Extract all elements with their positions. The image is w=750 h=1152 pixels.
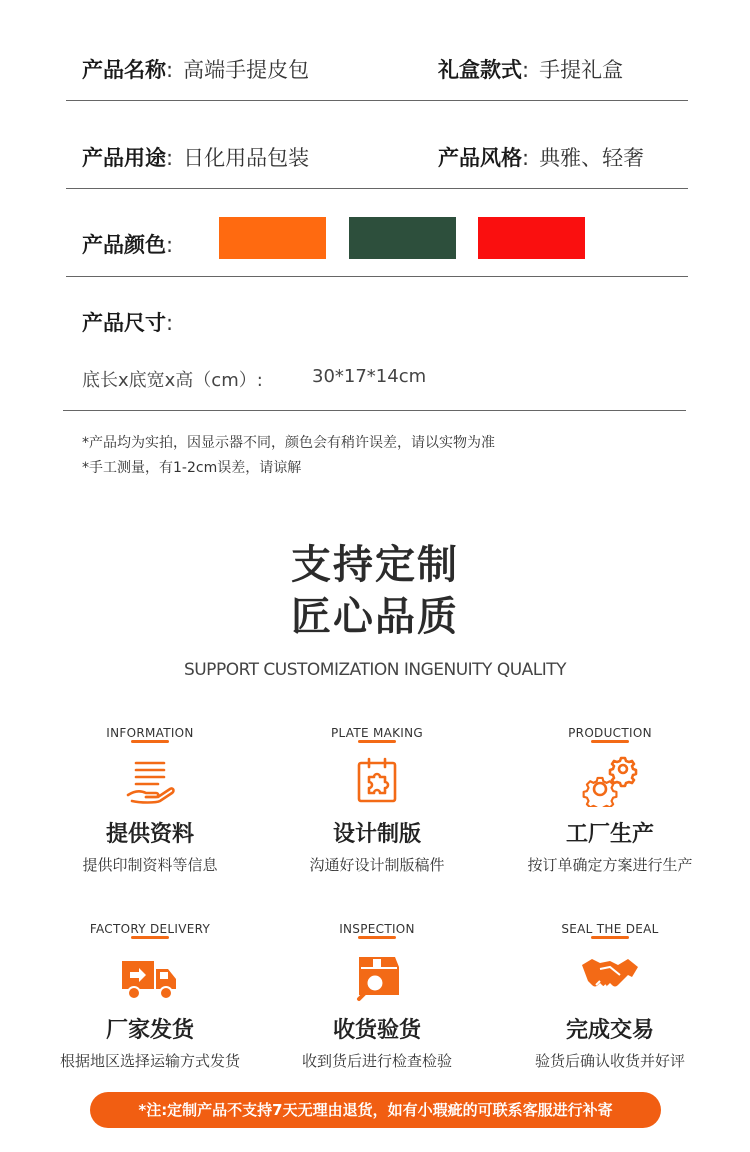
step-title: 收货验货 [332, 1018, 421, 1043]
spec-key: 产品风格 [438, 146, 522, 170]
spec-colon: : [166, 146, 174, 170]
spec-colon: : [166, 58, 174, 82]
truck-icon [120, 951, 180, 1003]
step-desc: 提供印制资料等信息 [82, 856, 218, 874]
step-title: 提供资料 [105, 822, 194, 847]
step-en-label: PRODUCTION [568, 726, 652, 740]
spec-key: 礼盒款式 [438, 58, 522, 82]
spec-box-style [438, 54, 623, 84]
step-title: 工厂生产 [565, 822, 654, 847]
spec-colon: : [522, 58, 530, 82]
step-desc: 收到货后进行检查检验 [301, 1052, 452, 1070]
step-seal-the-deal [490, 918, 730, 1071]
note-line-1: *产品均为实拍，因显示器不同，颜色会有稍许误差，请以实物为准 [82, 435, 495, 451]
puzzle-calendar-icon [351, 755, 403, 807]
spec-product-use [82, 142, 309, 172]
handshake-icon [580, 951, 640, 1003]
spec-colon: : [166, 233, 174, 257]
spec-product-size [82, 307, 173, 337]
spec-value: 典雅、轻奢 [539, 146, 645, 170]
step-desc: 根据地区选择运输方式发货 [59, 1052, 240, 1070]
spec-key: 产品颜色 [82, 233, 166, 257]
step-information [30, 722, 270, 875]
step-en-label: SEAL THE DEAL [561, 922, 659, 936]
spec-colon: : [522, 146, 530, 170]
gears-icon [582, 755, 638, 807]
size-value: 30*17*14cm [312, 366, 427, 387]
spec-key: 产品尺寸 [82, 311, 166, 335]
spec-product-style [438, 142, 644, 172]
step-plate-making [257, 722, 497, 875]
note-line-2: *手工测量，有1-2cm误差，请谅解 [82, 460, 302, 476]
spec-row-1 [66, 0, 688, 101]
step-en-label: INSPECTION [339, 922, 415, 936]
step-inspection [257, 918, 497, 1071]
step-en-label: PLATE MAKING [330, 726, 424, 740]
step-desc: 沟通好设计制版稿件 [309, 856, 445, 874]
step-en-label: FACTORY DELIVERY [89, 922, 211, 936]
spec-colon: : [166, 311, 174, 335]
step-production [490, 722, 730, 875]
color-swatch-orange [219, 217, 326, 259]
headline-line-1: 支持定制 [291, 542, 459, 588]
step-en-label: INFORMATION [106, 726, 194, 740]
color-swatch-green [349, 217, 456, 259]
spec-product-color [82, 229, 173, 259]
spec-value: 日化用品包装 [183, 146, 310, 170]
size-label: 底长x底宽x高（cm）: [82, 370, 263, 391]
spec-key: 产品名称 [82, 58, 166, 82]
step-desc: 按订单确定方案进行生产 [527, 856, 693, 874]
hand-document-icon [124, 755, 176, 807]
color-swatch-red [478, 217, 585, 259]
step-desc: 验货后确认收货并好评 [534, 1052, 685, 1070]
box-magnifier-icon [351, 951, 403, 1003]
return-policy-notice: *注:定制产品不支持7天无理由退货，如有小瑕疵的可联系客服进行补寄 [90, 1092, 661, 1128]
spec-key: 产品用途 [82, 146, 166, 170]
spec-value: 高端手提皮包 [183, 58, 310, 82]
headline-line-2: 匠心品质 [291, 594, 459, 640]
step-title: 厂家发货 [105, 1018, 194, 1043]
headline-subtitle: SUPPORT CUSTOMIZATION INGENUITY QUALITY [183, 660, 567, 680]
step-title: 设计制版 [332, 822, 421, 847]
spec-value: 手提礼盒 [539, 58, 624, 82]
step-factory-delivery [30, 918, 270, 1071]
spec-product-name [82, 54, 309, 84]
step-title: 完成交易 [565, 1018, 654, 1043]
